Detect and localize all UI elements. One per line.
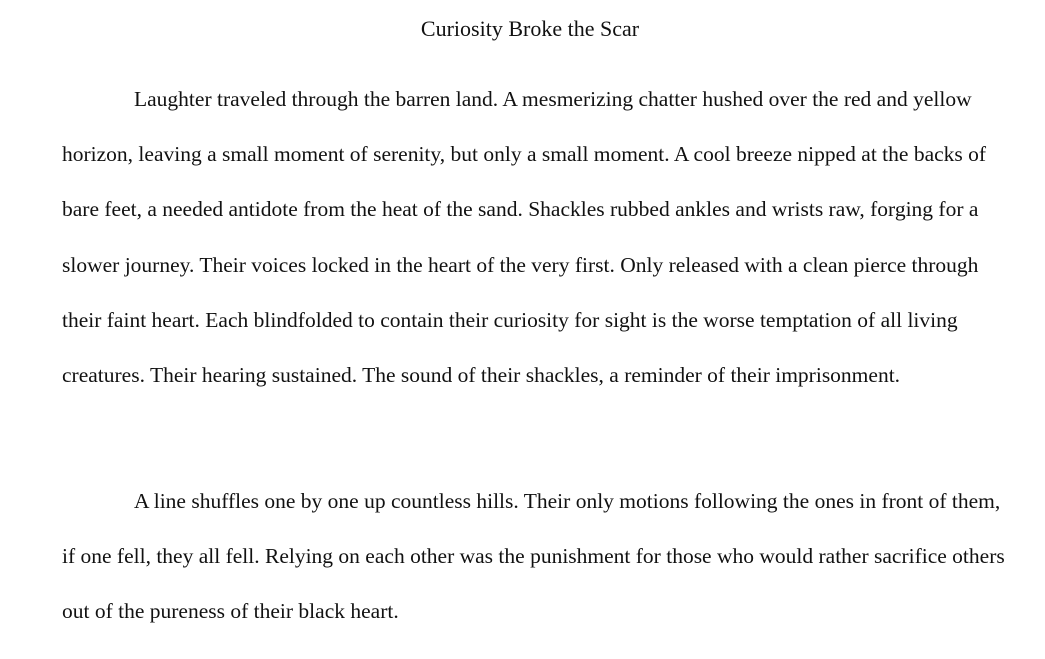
- paragraph-1: Laughter traveled through the barren land. A mesmerizing chatter hushed over the red and yellow horizon, leaving a small moment of serenity, but only a small moment. A cool breeze nipped at the backs of bare feet, a needed antidote from the heat of the sand. Shackles rubbed ankles and wrists raw, forging for a slower journey. Their voices locked in the heart of the very first. Only released with a clean pierce through their faint heart. Each blindfolded to contain their curiosity for sight is the worse temptation of all living creatures. Their hearing sustained. The sound of their shackles, a reminder of their imprisonment.: [62, 87, 987, 388]
- paragraph-2: A line shuffles one by one up countless hills. Their only motions following the ones in front of them, if one fell, they all fell. Relying on each other was the punishment for those who would rather sacrifice others out of the pureness of their black heart.: [62, 489, 1005, 624]
- document-title: Curiosity Broke the Scar: [420, 16, 640, 41]
